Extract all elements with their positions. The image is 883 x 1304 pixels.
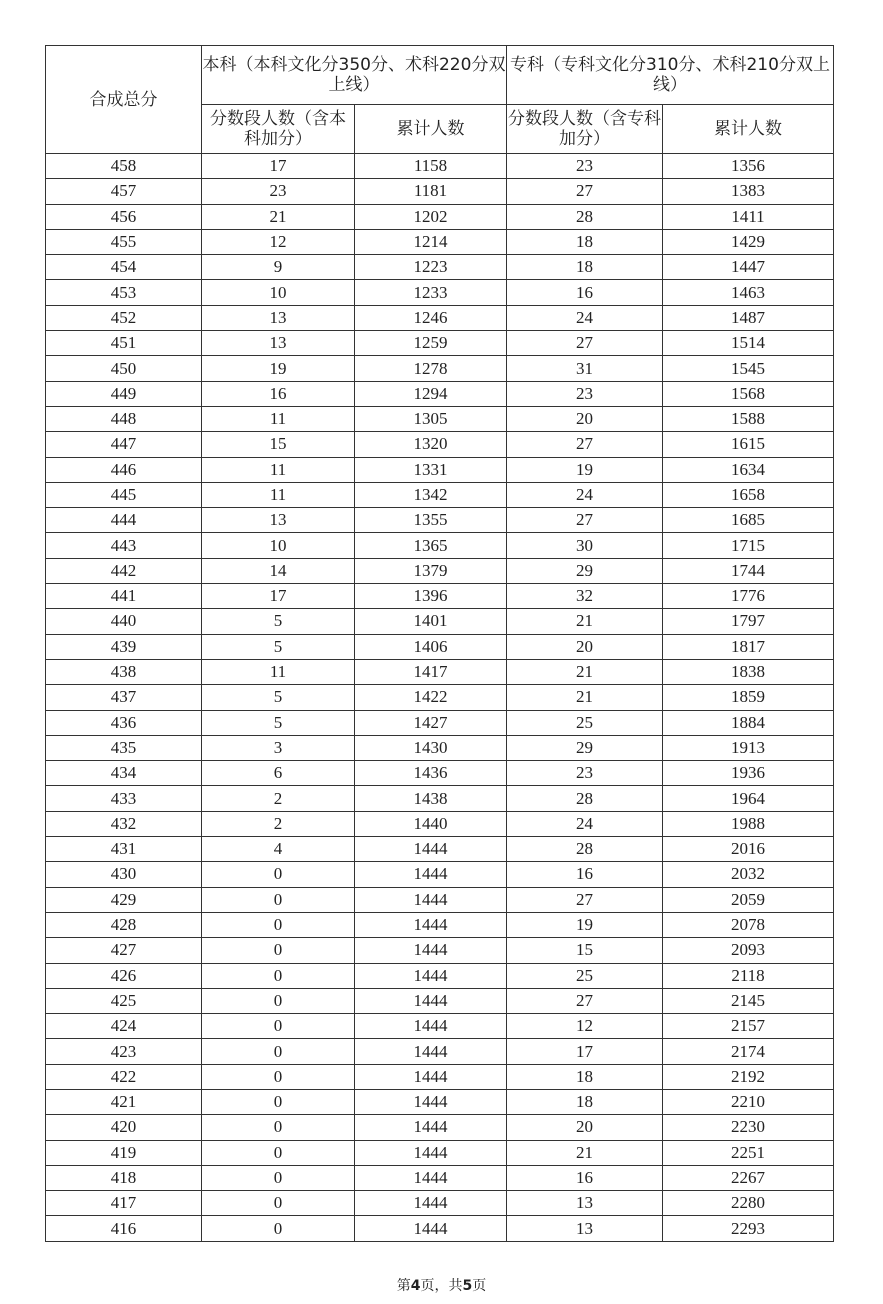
cell-zhuanke-segment: 27 [507,179,663,204]
cell-benke-segment: 0 [202,887,355,912]
cell-zhuanke-cumulative: 1463 [663,280,834,305]
cell-zhuanke-segment: 28 [507,837,663,862]
cell-benke-segment: 23 [202,179,355,204]
table-row [46,1216,834,1241]
cell-zhuanke-segment: 24 [507,811,663,836]
cell-benke-cumulative: 1223 [355,255,507,280]
cell-benke-cumulative: 1436 [355,761,507,786]
table-row [46,837,834,862]
table-row [46,179,834,204]
cell-total-score: 437 [46,685,202,710]
cell-zhuanke-cumulative: 1447 [663,255,834,280]
cell-zhuanke-segment: 21 [507,659,663,684]
cell-zhuanke-segment: 18 [507,255,663,280]
table-row [46,1039,834,1064]
cell-zhuanke-segment: 27 [507,508,663,533]
table-row [46,963,834,988]
cell-zhuanke-segment: 18 [507,1064,663,1089]
cell-zhuanke-cumulative: 2210 [663,1089,834,1114]
cell-zhuanke-segment: 21 [507,609,663,634]
cell-benke-segment: 19 [202,356,355,381]
cell-zhuanke-segment: 23 [507,381,663,406]
cell-benke-segment: 2 [202,786,355,811]
cell-benke-segment: 5 [202,609,355,634]
cell-benke-segment: 5 [202,710,355,735]
cell-total-score: 433 [46,786,202,811]
cell-benke-cumulative: 1233 [355,280,507,305]
table-row [46,609,834,634]
cell-benke-segment: 12 [202,229,355,254]
header-zhuanke-group: 专科（专科文化分310分、术科210分双上线） [507,46,834,105]
cell-total-score: 444 [46,508,202,533]
cell-zhuanke-cumulative: 2230 [663,1115,834,1140]
cell-total-score: 431 [46,837,202,862]
footer-prefix: 第 [396,1278,411,1294]
cell-benke-cumulative: 1246 [355,305,507,330]
table-row [46,584,834,609]
score-table [45,45,834,1242]
cell-zhuanke-cumulative: 1615 [663,432,834,457]
cell-zhuanke-segment: 20 [507,634,663,659]
cell-total-score: 419 [46,1140,202,1165]
page-footer [0,1275,883,1295]
table-row [46,1014,834,1039]
table-row [46,710,834,735]
header-benke-segment: 分数段人数（含本科加分） [202,105,355,154]
table-row [46,280,834,305]
cell-benke-segment: 0 [202,963,355,988]
cell-zhuanke-cumulative: 1685 [663,508,834,533]
cell-total-score: 439 [46,634,202,659]
cell-benke-cumulative: 1444 [355,862,507,887]
cell-zhuanke-cumulative: 2157 [663,1014,834,1039]
cell-total-score: 442 [46,558,202,583]
cell-benke-cumulative: 1444 [355,1064,507,1089]
cell-zhuanke-cumulative: 1797 [663,609,834,634]
cell-benke-cumulative: 1444 [355,1191,507,1216]
table-row [46,381,834,406]
cell-total-score: 453 [46,280,202,305]
cell-total-score: 432 [46,811,202,836]
cell-benke-segment: 13 [202,305,355,330]
cell-benke-segment: 13 [202,508,355,533]
table-row [46,482,834,507]
cell-total-score: 429 [46,887,202,912]
cell-zhuanke-cumulative: 1964 [663,786,834,811]
table-row [46,1089,834,1114]
cell-total-score: 445 [46,482,202,507]
table-row [46,356,834,381]
cell-zhuanke-segment: 27 [507,887,663,912]
cell-benke-segment: 10 [202,533,355,558]
cell-benke-cumulative: 1278 [355,356,507,381]
cell-zhuanke-cumulative: 1568 [663,381,834,406]
cell-benke-cumulative: 1305 [355,406,507,431]
cell-zhuanke-cumulative: 2145 [663,988,834,1013]
cell-total-score: 436 [46,710,202,735]
table-row [46,685,834,710]
cell-benke-segment: 15 [202,432,355,457]
table-row [46,735,834,760]
table-row [46,229,834,254]
cell-zhuanke-cumulative: 2192 [663,1064,834,1089]
cell-zhuanke-cumulative: 2267 [663,1165,834,1190]
table-row [46,811,834,836]
cell-zhuanke-cumulative: 2032 [663,862,834,887]
cell-benke-segment: 11 [202,659,355,684]
cell-zhuanke-cumulative: 1884 [663,710,834,735]
cell-total-score: 417 [46,1191,202,1216]
cell-benke-segment: 0 [202,912,355,937]
table-body [46,154,834,1242]
table-row [46,786,834,811]
cell-zhuanke-segment: 13 [507,1191,663,1216]
cell-benke-segment: 13 [202,331,355,356]
cell-benke-segment: 0 [202,988,355,1013]
cell-benke-cumulative: 1444 [355,1014,507,1039]
cell-benke-cumulative: 1444 [355,1140,507,1165]
cell-total-score: 455 [46,229,202,254]
cell-benke-cumulative: 1440 [355,811,507,836]
cell-total-score: 450 [46,356,202,381]
cell-zhuanke-segment: 21 [507,685,663,710]
cell-zhuanke-segment: 25 [507,963,663,988]
cell-benke-segment: 16 [202,381,355,406]
cell-benke-cumulative: 1444 [355,912,507,937]
cell-benke-cumulative: 1406 [355,634,507,659]
cell-benke-cumulative: 1430 [355,735,507,760]
cell-benke-segment: 0 [202,1191,355,1216]
cell-zhuanke-segment: 16 [507,862,663,887]
cell-zhuanke-cumulative: 1356 [663,154,834,179]
cell-zhuanke-cumulative: 1715 [663,533,834,558]
table-row [46,988,834,1013]
cell-total-score: 427 [46,938,202,963]
cell-zhuanke-segment: 23 [507,154,663,179]
cell-benke-segment: 0 [202,1140,355,1165]
cell-zhuanke-segment: 29 [507,735,663,760]
cell-benke-cumulative: 1444 [355,1039,507,1064]
cell-total-score: 435 [46,735,202,760]
cell-benke-cumulative: 1444 [355,887,507,912]
table-row [46,432,834,457]
cell-benke-segment: 0 [202,1089,355,1114]
cell-total-score: 449 [46,381,202,406]
cell-zhuanke-segment: 23 [507,761,663,786]
cell-zhuanke-cumulative: 1634 [663,457,834,482]
table-row [46,204,834,229]
cell-total-score: 420 [46,1115,202,1140]
cell-benke-segment: 11 [202,457,355,482]
cell-zhuanke-segment: 17 [507,1039,663,1064]
cell-benke-segment: 5 [202,634,355,659]
cell-total-score: 440 [46,609,202,634]
cell-zhuanke-segment: 19 [507,457,663,482]
footer-middle: 页，共 [420,1278,463,1294]
cell-total-score: 421 [46,1089,202,1114]
header-benke-cumulative: 累计人数 [355,105,507,154]
cell-benke-segment: 11 [202,482,355,507]
cell-total-score: 426 [46,963,202,988]
cell-total-score: 438 [46,659,202,684]
cell-benke-segment: 0 [202,938,355,963]
table-row [46,508,834,533]
cell-benke-segment: 4 [202,837,355,862]
cell-zhuanke-segment: 21 [507,1140,663,1165]
table-row [46,305,834,330]
cell-benke-cumulative: 1444 [355,938,507,963]
cell-total-score: 423 [46,1039,202,1064]
cell-benke-cumulative: 1158 [355,154,507,179]
cell-zhuanke-cumulative: 1545 [663,356,834,381]
cell-zhuanke-segment: 12 [507,1014,663,1039]
cell-benke-segment: 0 [202,862,355,887]
cell-benke-segment: 11 [202,406,355,431]
cell-zhuanke-segment: 32 [507,584,663,609]
header-zhuanke-segment: 分数段人数（含专科加分） [507,105,663,154]
cell-zhuanke-segment: 27 [507,988,663,1013]
cell-total-score: 446 [46,457,202,482]
cell-benke-segment: 14 [202,558,355,583]
footer-suffix: 页 [472,1278,487,1294]
cell-benke-cumulative: 1259 [355,331,507,356]
table-row [46,1140,834,1165]
cell-total-score: 456 [46,204,202,229]
cell-total-score: 452 [46,305,202,330]
cell-benke-cumulative: 1444 [355,1216,507,1241]
cell-zhuanke-segment: 19 [507,912,663,937]
cell-benke-cumulative: 1444 [355,988,507,1013]
cell-benke-cumulative: 1422 [355,685,507,710]
cell-benke-cumulative: 1444 [355,1089,507,1114]
cell-benke-segment: 3 [202,735,355,760]
cell-zhuanke-cumulative: 2174 [663,1039,834,1064]
cell-total-score: 425 [46,988,202,1013]
cell-benke-cumulative: 1444 [355,1115,507,1140]
cell-benke-cumulative: 1181 [355,179,507,204]
cell-benke-cumulative: 1396 [355,584,507,609]
cell-total-score: 418 [46,1165,202,1190]
table-row [46,938,834,963]
table-row [46,255,834,280]
cell-zhuanke-segment: 27 [507,331,663,356]
cell-zhuanke-cumulative: 1817 [663,634,834,659]
cell-benke-segment: 17 [202,584,355,609]
cell-zhuanke-cumulative: 2251 [663,1140,834,1165]
cell-total-score: 451 [46,331,202,356]
cell-total-score: 457 [46,179,202,204]
cell-total-score: 447 [46,432,202,457]
table-row [46,887,834,912]
table-row [46,154,834,179]
cell-benke-cumulative: 1444 [355,1165,507,1190]
cell-zhuanke-cumulative: 2093 [663,938,834,963]
cell-benke-cumulative: 1427 [355,710,507,735]
cell-zhuanke-cumulative: 1658 [663,482,834,507]
cell-benke-segment: 9 [202,255,355,280]
cell-benke-cumulative: 1401 [355,609,507,634]
cell-benke-segment: 21 [202,204,355,229]
table-row [46,862,834,887]
table-row [46,457,834,482]
cell-zhuanke-segment: 20 [507,406,663,431]
cell-benke-cumulative: 1365 [355,533,507,558]
cell-zhuanke-cumulative: 1744 [663,558,834,583]
cell-benke-cumulative: 1417 [355,659,507,684]
cell-benke-cumulative: 1214 [355,229,507,254]
cell-total-score: 441 [46,584,202,609]
cell-benke-segment: 5 [202,685,355,710]
cell-total-score: 422 [46,1064,202,1089]
table-row [46,659,834,684]
cell-zhuanke-cumulative: 2293 [663,1216,834,1241]
cell-benke-cumulative: 1331 [355,457,507,482]
cell-total-score: 448 [46,406,202,431]
table-row [46,761,834,786]
cell-zhuanke-segment: 18 [507,229,663,254]
cell-benke-cumulative: 1444 [355,837,507,862]
cell-benke-segment: 0 [202,1039,355,1064]
footer-page-number: 4 [410,1278,421,1294]
cell-total-score: 416 [46,1216,202,1241]
cell-zhuanke-segment: 28 [507,786,663,811]
cell-zhuanke-cumulative: 1411 [663,204,834,229]
cell-zhuanke-segment: 25 [507,710,663,735]
table-row [46,331,834,356]
cell-zhuanke-segment: 24 [507,482,663,507]
cell-zhuanke-segment: 27 [507,432,663,457]
header-zhuanke-cumulative: 累计人数 [663,105,834,154]
cell-zhuanke-cumulative: 1913 [663,735,834,760]
cell-zhuanke-cumulative: 1859 [663,685,834,710]
cell-zhuanke-cumulative: 1429 [663,229,834,254]
cell-benke-segment: 0 [202,1165,355,1190]
table-row [46,406,834,431]
cell-total-score: 430 [46,862,202,887]
cell-zhuanke-cumulative: 2059 [663,887,834,912]
cell-zhuanke-segment: 16 [507,280,663,305]
cell-zhuanke-cumulative: 1588 [663,406,834,431]
cell-benke-segment: 0 [202,1014,355,1039]
cell-benke-cumulative: 1438 [355,786,507,811]
cell-benke-segment: 0 [202,1216,355,1241]
cell-zhuanke-segment: 16 [507,1165,663,1190]
cell-benke-segment: 0 [202,1115,355,1140]
header-benke-group: 本科（本科文化分350分、术科220分双上线） [202,46,507,105]
cell-benke-segment: 2 [202,811,355,836]
table-row [46,1165,834,1190]
cell-zhuanke-cumulative: 1936 [663,761,834,786]
table-row [46,912,834,937]
cell-benke-cumulative: 1379 [355,558,507,583]
cell-zhuanke-cumulative: 2016 [663,837,834,862]
cell-zhuanke-segment: 31 [507,356,663,381]
cell-zhuanke-cumulative: 2280 [663,1191,834,1216]
cell-benke-segment: 10 [202,280,355,305]
cell-benke-cumulative: 1444 [355,963,507,988]
cell-zhuanke-cumulative: 2078 [663,912,834,937]
cell-zhuanke-cumulative: 2118 [663,963,834,988]
cell-total-score: 434 [46,761,202,786]
cell-benke-cumulative: 1355 [355,508,507,533]
cell-total-score: 428 [46,912,202,937]
cell-benke-cumulative: 1320 [355,432,507,457]
table-row [46,1115,834,1140]
header-total-score: 合成总分 [46,46,202,154]
cell-benke-cumulative: 1202 [355,204,507,229]
table-row [46,634,834,659]
cell-total-score: 443 [46,533,202,558]
cell-zhuanke-cumulative: 1776 [663,584,834,609]
cell-zhuanke-segment: 20 [507,1115,663,1140]
cell-zhuanke-cumulative: 1988 [663,811,834,836]
table-row [46,533,834,558]
cell-zhuanke-segment: 18 [507,1089,663,1114]
cell-zhuanke-segment: 30 [507,533,663,558]
cell-total-score: 424 [46,1014,202,1039]
cell-zhuanke-segment: 15 [507,938,663,963]
cell-benke-segment: 6 [202,761,355,786]
cell-benke-cumulative: 1294 [355,381,507,406]
table-row [46,1064,834,1089]
cell-benke-segment: 0 [202,1064,355,1089]
cell-zhuanke-segment: 24 [507,305,663,330]
cell-zhuanke-segment: 13 [507,1216,663,1241]
cell-zhuanke-cumulative: 1383 [663,179,834,204]
cell-zhuanke-segment: 28 [507,204,663,229]
cell-benke-segment: 17 [202,154,355,179]
cell-zhuanke-cumulative: 1487 [663,305,834,330]
cell-zhuanke-cumulative: 1514 [663,331,834,356]
cell-zhuanke-segment: 29 [507,558,663,583]
cell-zhuanke-cumulative: 1838 [663,659,834,684]
table-row [46,558,834,583]
table-row [46,1191,834,1216]
cell-total-score: 458 [46,154,202,179]
cell-benke-cumulative: 1342 [355,482,507,507]
footer-total-pages: 5 [462,1278,473,1294]
cell-total-score: 454 [46,255,202,280]
